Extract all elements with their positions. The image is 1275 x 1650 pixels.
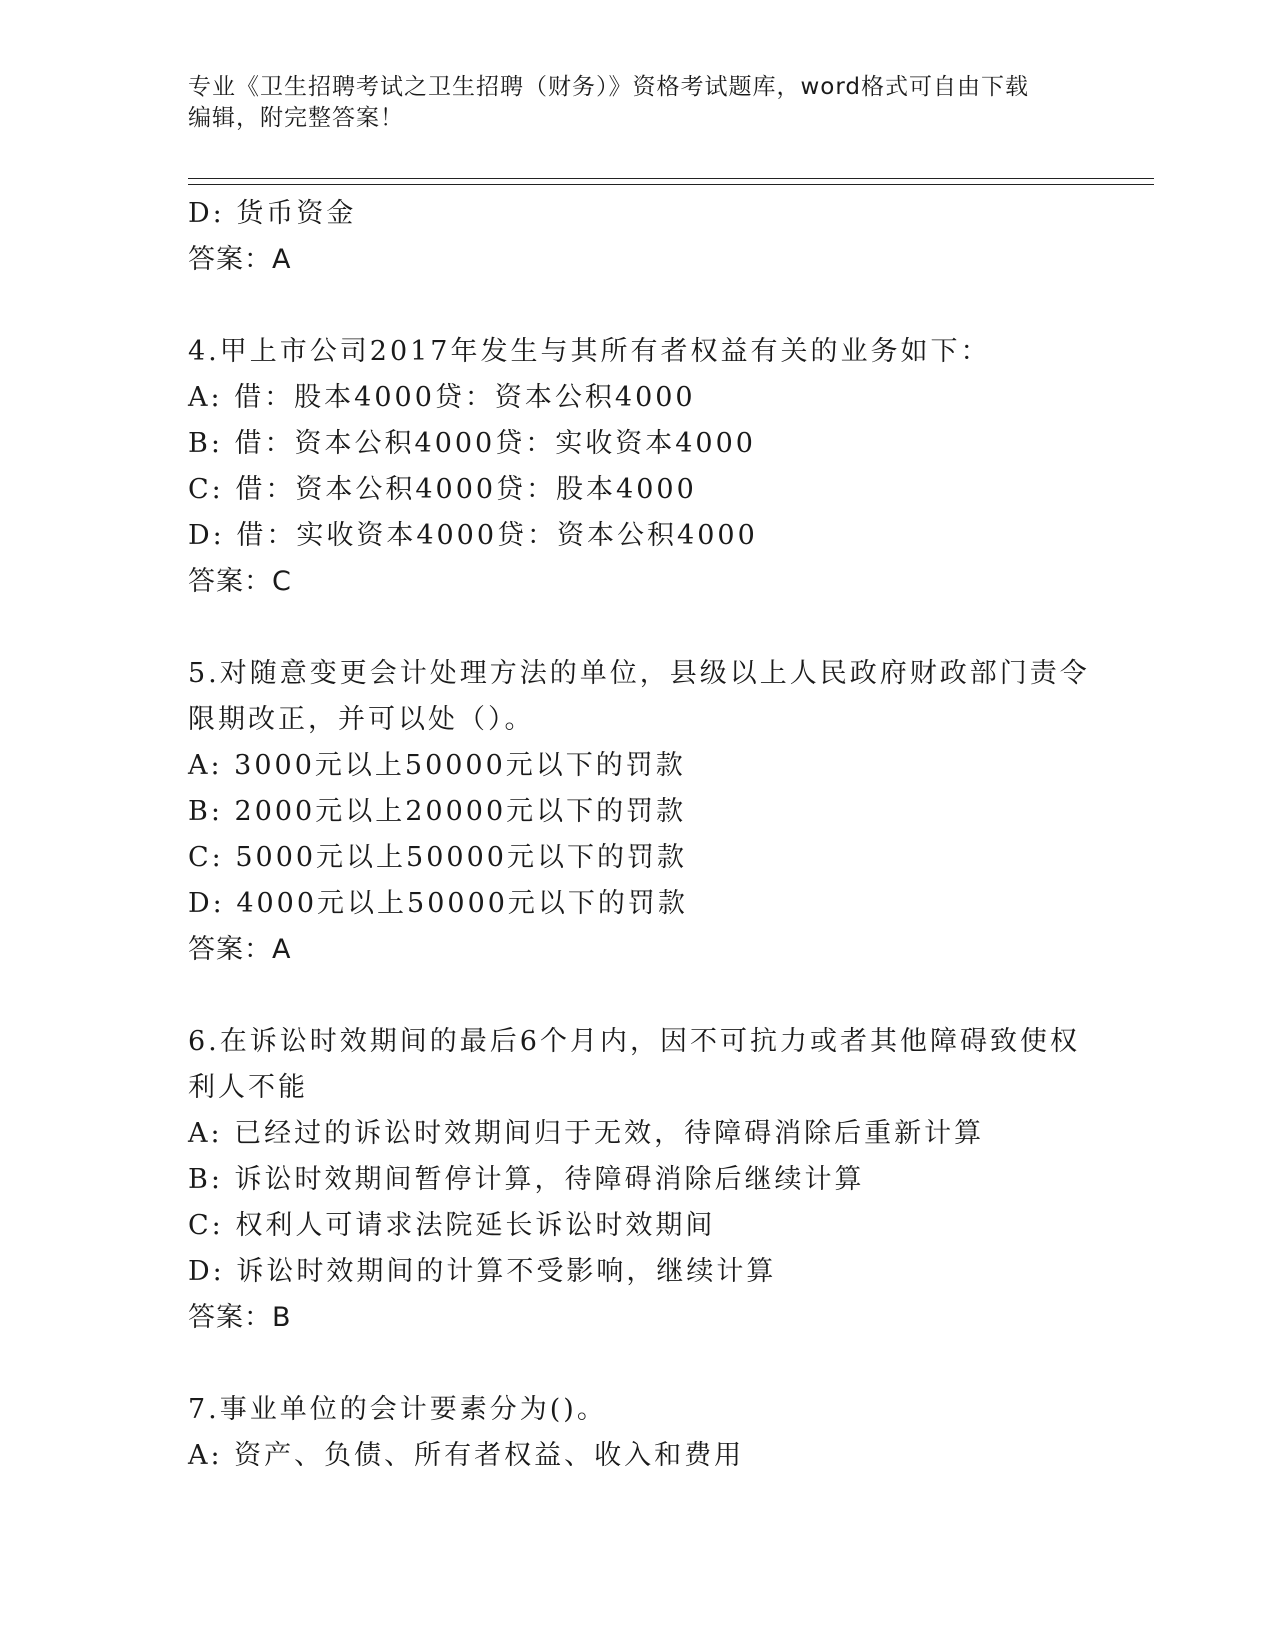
question-stem-line-2: 利人不能 bbox=[188, 1072, 308, 1103]
option-c: C: 借：资本公积4000贷：股本4000 bbox=[188, 474, 697, 505]
spacer bbox=[188, 973, 1088, 1019]
spacer bbox=[188, 1341, 1088, 1387]
option-c: C: 权利人可请求法院延长诉讼时效期间 bbox=[188, 1210, 716, 1241]
answer: 答案：A bbox=[188, 244, 292, 275]
option-b: B: 诉讼时效期间暂停计算，待障碍消除后继续计算 bbox=[188, 1164, 865, 1195]
question-5 bbox=[188, 651, 1088, 973]
spacer bbox=[188, 283, 1088, 329]
option-d: D: 货币资金 bbox=[188, 198, 357, 229]
answer: 答案：A bbox=[188, 934, 292, 965]
option-b: B: 借：资本公积4000贷：实收资本4000 bbox=[188, 428, 756, 459]
document-header bbox=[188, 72, 1088, 134]
option-a: A: 资产、负债、所有者权益、收入和费用 bbox=[188, 1440, 745, 1471]
option-d: D: 诉讼时效期间的计算不受影响，继续计算 bbox=[188, 1256, 777, 1287]
question-stem-line-1: 6.在诉讼时效期间的最后6个月内，因不可抗力或者其他障碍致使权 bbox=[188, 1026, 1080, 1057]
question-stem-line-2: 限期改正，并可以处（）。 bbox=[188, 704, 535, 735]
header-line-2: 编辑，附完整答案！ bbox=[188, 105, 404, 131]
question-4 bbox=[188, 329, 1088, 605]
option-c: C: 5000元以上50000元以下的罚款 bbox=[188, 842, 687, 873]
option-b: B: 2000元以上20000元以下的罚款 bbox=[188, 796, 687, 827]
question-6 bbox=[188, 1019, 1088, 1341]
question-7 bbox=[188, 1387, 1088, 1479]
option-a: A: 3000元以上50000元以下的罚款 bbox=[188, 750, 686, 781]
question-list bbox=[188, 191, 1088, 1479]
option-a: A: 借：股本4000贷：资本公积4000 bbox=[188, 382, 696, 413]
question-stem: 4.甲上市公司2017年发生与其所有者权益有关的业务如下： bbox=[188, 336, 991, 367]
spacer bbox=[188, 605, 1088, 651]
question-3-tail bbox=[188, 191, 1088, 283]
question-stem: 7.事业单位的会计要素分为()。 bbox=[188, 1394, 607, 1425]
answer: 答案：C bbox=[188, 566, 292, 597]
option-d: D: 4000元以上50000元以下的罚款 bbox=[188, 888, 688, 919]
question-stem-line-1: 5.对随意变更会计处理方法的单位，县级以上人民政府财政部门责令 bbox=[188, 658, 1090, 689]
header-line-1: 专业《卫生招聘考试之卫生招聘（财务）》资格考试题库，word格式可自由下载 bbox=[188, 74, 1030, 100]
header-divider bbox=[188, 178, 1154, 185]
option-d: D: 借：实收资本4000贷：资本公积4000 bbox=[188, 520, 758, 551]
option-a: A: 已经过的诉讼时效期间归于无效，待障碍消除后重新计算 bbox=[188, 1118, 985, 1149]
answer: 答案：B bbox=[188, 1302, 292, 1333]
